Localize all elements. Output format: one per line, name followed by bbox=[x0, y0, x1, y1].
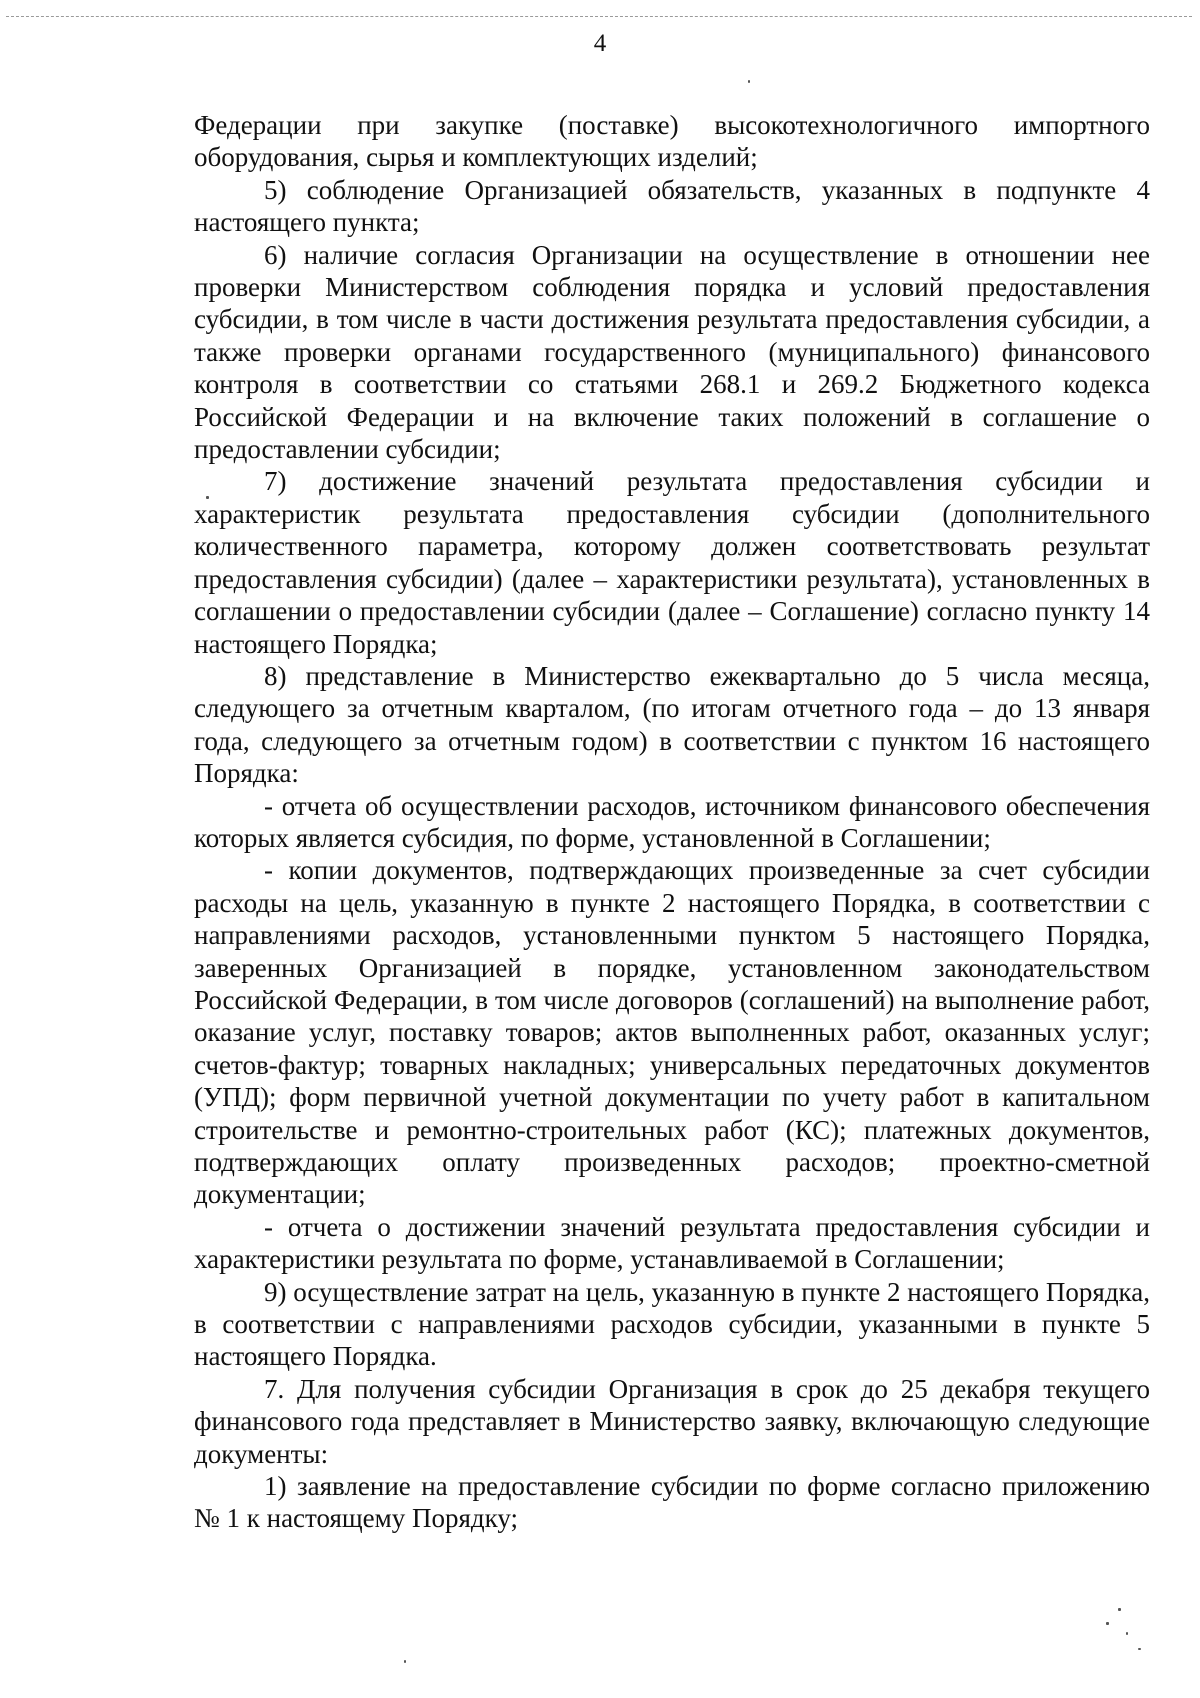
paragraph-subitem-1: 1) заявление на предоставление субсидии по форме согласно приложению № 1 к настоящему Порядку; bbox=[194, 1471, 1150, 1534]
paragraph-report-expenses: - отчета об осуществлении расходов, источником финансового обеспечения которых является субсидия, по форме, установленной в Соглашении; bbox=[194, 790, 1150, 853]
paragraph-continuation: Федерации при закупке (поставке) высокотехнологичного импортного оборудования, сырья и комплектующих изделий; bbox=[194, 110, 1150, 173]
page-number: 4 bbox=[593, 30, 607, 57]
scan-speck bbox=[1138, 1648, 1141, 1650]
scan-speck bbox=[1126, 1632, 1128, 1635]
scan-speck bbox=[206, 496, 209, 499]
document-body bbox=[194, 109, 1150, 1535]
paragraph-document-copies: - копии документов, подтверждающих произведенные за счет субсидии расходы на цель, указанную в пункте 2 настоящего Порядка, в соответствии с направлениями расходов, установленными пунктом 5 настоящего Порядка, заверенных Организацией в порядке, установленном законодательством Российской Федерации, в том числе договоров (соглашений) на выполнение работ, оказание услуг, поставку товаров; актов выполненных работ, оказанных услуг; счетов-фактур; товарных накладных; универсальных передаточных документов (УПД); форм первичной учетной документации по учету работ в капитальном строительстве и ремонтно-строительных работ (КС); платежных документов, подтверждающих оплату произведенных расходов; проектно-сметной документации; bbox=[194, 855, 1150, 1210]
paragraph-item-6: 6) наличие согласия Организации на осуществление в отношении нее проверки Министерством соблюдения порядка и условий предоставления субсидии, в том числе в части достижения результата предоставления субсидии, а также проверки органами государственного (муниципального) финансового контроля в соответствии со статьями 268.1 и 269.2 Бюджетного кодекса Российской Федерации и на включение таких положений в соглашение о предоставлении субсидии; bbox=[194, 239, 1150, 465]
scan-speck bbox=[1106, 1622, 1109, 1625]
scan-edge-line bbox=[6, 16, 1192, 17]
paragraph-item-9: 9) осуществление затрат на цель, указанную в пункте 2 настоящего Порядка, в соответствии с направлениями расходов субсидии, указанными в пункте 5 настоящего Порядка. bbox=[194, 1276, 1150, 1372]
scan-speck bbox=[748, 80, 750, 83]
paragraph-item-8: 8) представление в Министерство ежеквартально до 5 числа месяца, следующего за отчетным кварталом, (по итогам отчетного года – до 13 января года, следующего за отчетным годом) в соответствии с пунктом 16 настоящего Порядка: bbox=[194, 660, 1150, 789]
paragraph-section-7: 7. Для получения субсидии Организация в срок до 25 декабря текущего финансового года представляет в Министерство заявку, включающую следующие документы: bbox=[194, 1373, 1150, 1469]
paragraph-item-7: 7) достижение значений результата предоставления субсидии и характеристик результата предоставления субсидии (дополнительного количественного параметра, которому должен соответствовать результат предоставления субсидии) (далее – характеристики результата), установленных в соглашении о предоставлении субсидии (далее – Соглашение) согласно пункту 14 настоящего Порядка; bbox=[194, 466, 1150, 659]
paragraph-report-results: - отчета о достижении значений результата предоставления субсидии и характеристики результата по форме, устанавливаемой в Соглашении; bbox=[194, 1211, 1150, 1275]
paragraph-item-5: 5) соблюдение Организацией обязательств, указанных в подпункте 4 настоящего пункта; bbox=[194, 174, 1150, 238]
scan-speck bbox=[404, 1660, 406, 1663]
scan-speck bbox=[1118, 1608, 1121, 1611]
